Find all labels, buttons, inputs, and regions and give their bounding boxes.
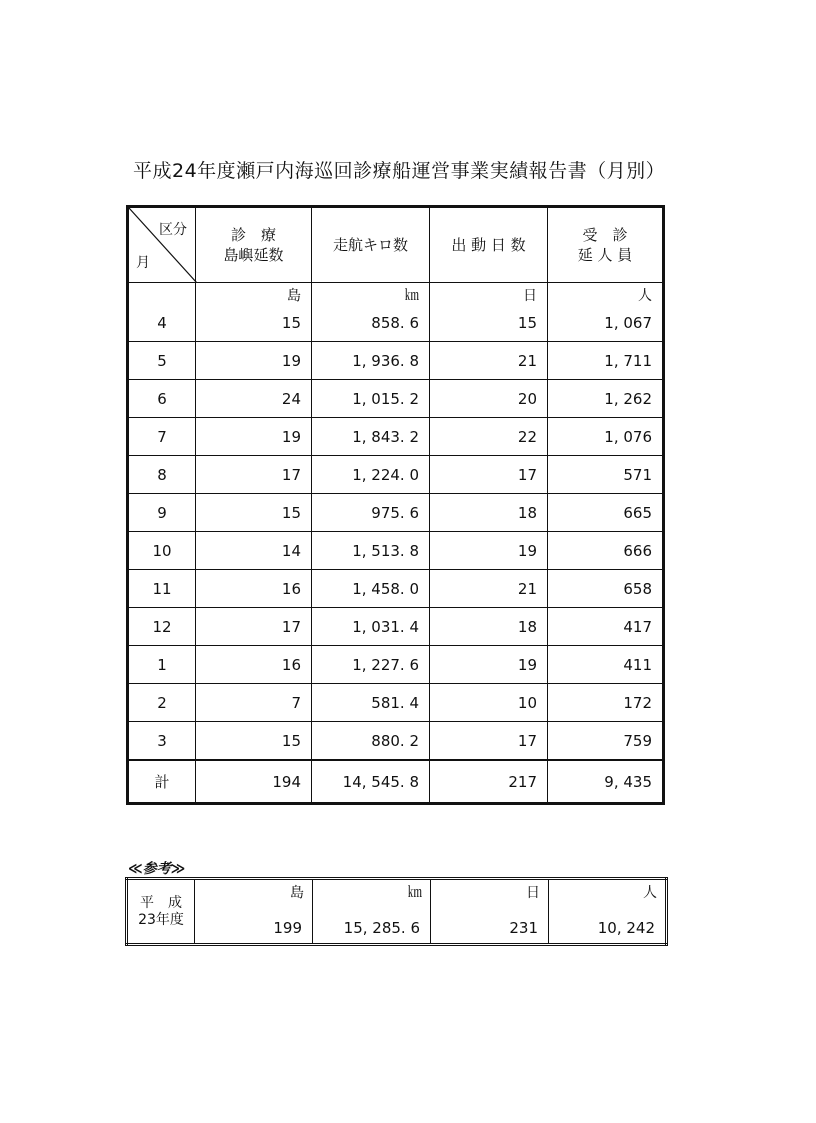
reference-people-value: 10, 242: [597, 919, 655, 937]
header-islands-line2: 島嶼延数: [223, 246, 284, 264]
total-label: 計: [128, 760, 196, 804]
month-cell: 10: [128, 532, 196, 570]
total-days: 217: [430, 760, 548, 804]
month-cell: 4: [128, 305, 196, 342]
header-people: [548, 207, 664, 283]
unit-month-cell: [128, 283, 196, 306]
km-cell: 1, 031. 4: [312, 608, 430, 646]
total-people: 9, 435: [548, 760, 664, 804]
header-people-line1: 受 診: [582, 226, 628, 244]
km-cell: 1, 224. 0: [312, 456, 430, 494]
total-km: 14, 545. 8: [312, 760, 430, 804]
people-cell: 571: [548, 456, 664, 494]
month-cell: 3: [128, 722, 196, 761]
total-islands: 194: [196, 760, 312, 804]
reference-year-line1: 平 成: [140, 894, 182, 911]
reference-unit-people: 人: [643, 885, 657, 901]
unit-km: ㎞: [312, 283, 430, 306]
header-km-label: 走航キロ数: [332, 236, 408, 254]
people-cell: 665: [548, 494, 664, 532]
days-cell: 19: [430, 532, 548, 570]
people-cell: 1, 262: [548, 380, 664, 418]
reference-unit-islands: 島: [290, 885, 304, 901]
total-row: [128, 760, 664, 804]
month-cell: 8: [128, 456, 196, 494]
people-cell: 666: [548, 532, 664, 570]
table-row: [128, 722, 664, 761]
table-row: [128, 532, 664, 570]
people-cell: 172: [548, 684, 664, 722]
days-cell: 22: [430, 418, 548, 456]
islands-cell: 19: [196, 342, 312, 380]
days-cell: 19: [430, 646, 548, 684]
days-cell: 17: [430, 456, 548, 494]
people-cell: 1, 076: [548, 418, 664, 456]
corner-header-cell: [128, 207, 196, 283]
people-cell: 417: [548, 608, 664, 646]
islands-cell: 17: [196, 456, 312, 494]
reference-people-cell: [549, 879, 667, 945]
days-cell: 21: [430, 570, 548, 608]
table-row: [128, 570, 664, 608]
month-cell: 11: [128, 570, 196, 608]
unit-days: 日: [430, 283, 548, 306]
header-km: [312, 207, 430, 283]
islands-cell: 19: [196, 418, 312, 456]
people-cell: 759: [548, 722, 664, 761]
header-days-label: 出 動 日 数: [451, 236, 526, 254]
km-cell: 1, 015. 2: [312, 380, 430, 418]
days-cell: 18: [430, 608, 548, 646]
monthly-report-table: [126, 205, 665, 805]
header-islands-line1: 診 療: [230, 226, 276, 244]
islands-cell: 15: [196, 722, 312, 761]
islands-cell: 16: [196, 646, 312, 684]
table-row: [128, 608, 664, 646]
days-cell: 15: [430, 305, 548, 342]
reference-km-value: 15, 285. 6: [343, 919, 420, 937]
islands-cell: 17: [196, 608, 312, 646]
table-row: [128, 646, 664, 684]
islands-cell: 16: [196, 570, 312, 608]
days-cell: 21: [430, 342, 548, 380]
km-cell: 581. 4: [312, 684, 430, 722]
people-cell: 1, 711: [548, 342, 664, 380]
header-islands: [196, 207, 312, 283]
header-people-line2: 延 人 員: [577, 246, 633, 264]
table-row: [128, 456, 664, 494]
unit-people: 人: [548, 283, 664, 306]
people-cell: 1, 067: [548, 305, 664, 342]
table-row: [128, 305, 664, 342]
km-cell: 1, 458. 0: [312, 570, 430, 608]
km-cell: 1, 843. 2: [312, 418, 430, 456]
table-row: [128, 342, 664, 380]
days-cell: 17: [430, 722, 548, 761]
reference-unit-km: ㎞: [408, 885, 422, 901]
table-row: [128, 418, 664, 456]
unit-islands: 島: [196, 283, 312, 306]
km-cell: 880. 2: [312, 722, 430, 761]
reference-label: ≪参考≫: [128, 861, 186, 877]
reference-islands-cell: [195, 879, 313, 945]
islands-cell: 7: [196, 684, 312, 722]
month-cell: 9: [128, 494, 196, 532]
islands-cell: 15: [196, 305, 312, 342]
people-cell: 411: [548, 646, 664, 684]
reference-row: [127, 879, 667, 945]
table-row: [128, 684, 664, 722]
km-cell: 1, 513. 8: [312, 532, 430, 570]
reference-year-line2: 23年度: [138, 911, 184, 928]
reference-table: [125, 877, 668, 946]
reference-days-value: 231: [509, 919, 538, 937]
people-cell: 658: [548, 570, 664, 608]
reference-km-cell: [313, 879, 431, 945]
corner-label-month: 月: [136, 255, 150, 271]
days-cell: 10: [430, 684, 548, 722]
month-cell: 5: [128, 342, 196, 380]
days-cell: 18: [430, 494, 548, 532]
month-cell: 6: [128, 380, 196, 418]
reference-unit-days: 日: [526, 885, 540, 901]
reference-islands-value: 199: [273, 919, 302, 937]
reference-days-cell: [431, 879, 549, 945]
km-cell: 975. 6: [312, 494, 430, 532]
unit-row: [128, 283, 664, 306]
month-cell: 1: [128, 646, 196, 684]
corner-label-kubun: 区分: [159, 222, 187, 238]
km-cell: 1, 227. 6: [312, 646, 430, 684]
table-row: [128, 494, 664, 532]
month-cell: 12: [128, 608, 196, 646]
km-cell: 1, 936. 8: [312, 342, 430, 380]
islands-cell: 24: [196, 380, 312, 418]
header-days: [430, 207, 548, 283]
reference-year-label: [127, 879, 195, 945]
month-cell: 2: [128, 684, 196, 722]
islands-cell: 14: [196, 532, 312, 570]
days-cell: 20: [430, 380, 548, 418]
header-row: [128, 207, 664, 283]
page-title: 平成24年度瀬戸内海巡回診療船運営事業実績報告書（月別）: [133, 160, 666, 182]
month-cell: 7: [128, 418, 196, 456]
km-cell: 858. 6: [312, 305, 430, 342]
table-row: [128, 380, 664, 418]
islands-cell: 15: [196, 494, 312, 532]
